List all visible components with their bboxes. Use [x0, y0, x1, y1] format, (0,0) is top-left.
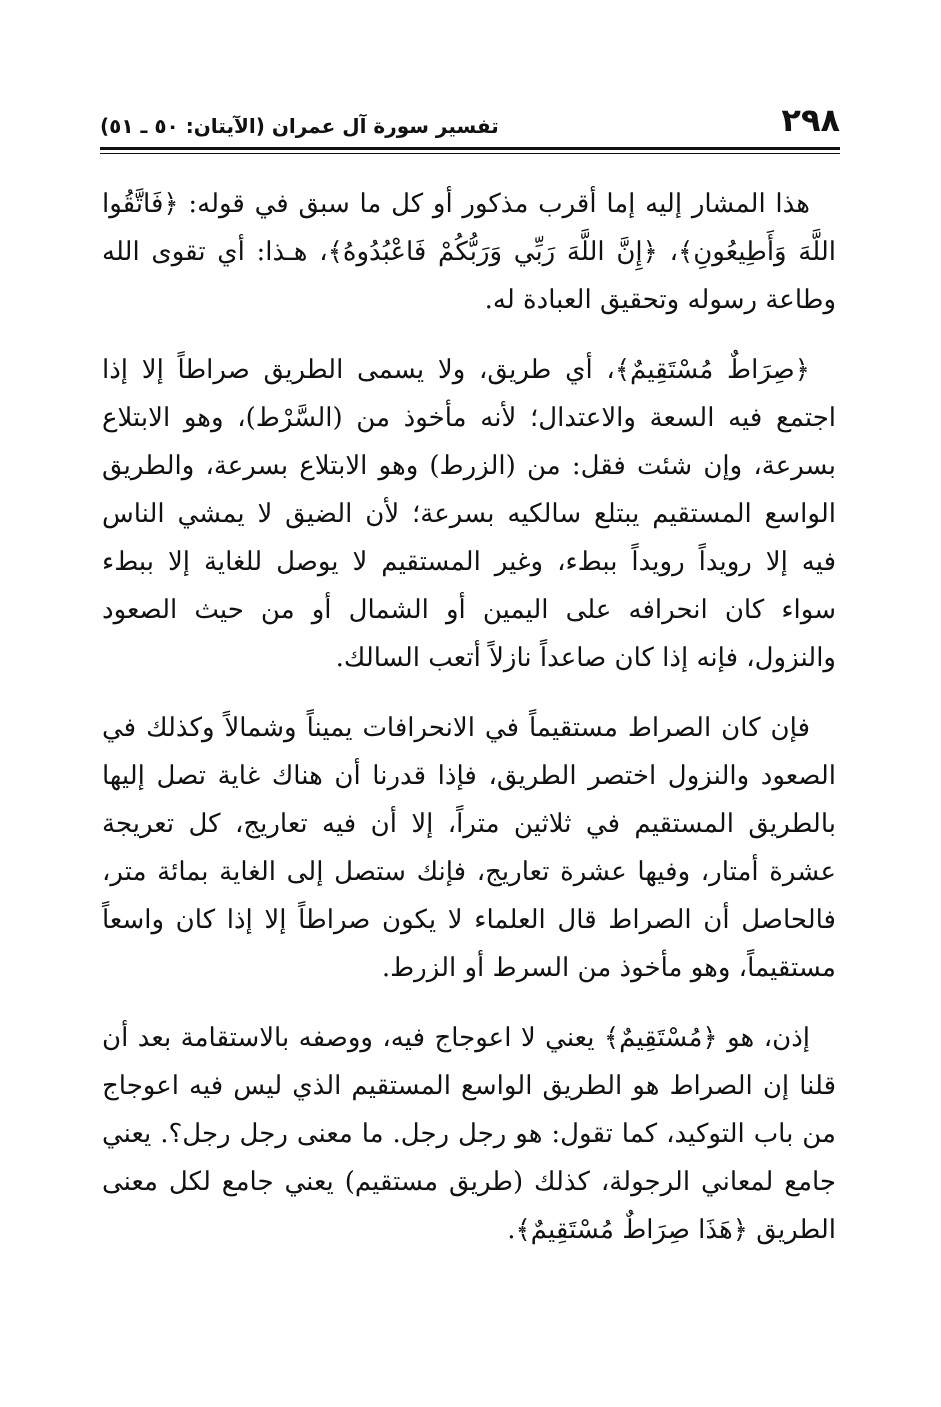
running-title: تفسير سورة آل عمران (الآيتان: ٥٠ ـ ٥١) [100, 114, 499, 138]
page-number: ٢٩٨ [781, 101, 840, 139]
header-rule-thin [100, 153, 840, 154]
paragraph-3: فإن كان الصراط مستقيماً في الانحرافات يميناً وشمالاً وكذلك في الصعود والنزول اختصر الطريق، فإذا قدرنا أن هناك غاية تصل إليها بالطريق المستقيم في ثلاثين متراً، إلا أن فيه تعاريج، كل تعريجة عشرة أمتار، وفيها عشرة تعاريج، فإنك ستصل إلى الغاية بمائة متر، فالحاصل أن الصراط قال العلماء لا يكون صراطاً إلا إذا كان واسعاً مستقيماً، وهو مأخوذ من السرط أو الزرط. [102, 713, 836, 983]
paragraph-4: إذن، هو ﴿مُسْتَقِيمٌ﴾ يعني لا اعوجاج فيه، ووصفه بالاستقامة بعد أن قلنا إن الصراط هو الطريق الواسع المستقيم الذي ليس فيه اعوجاج من باب التوكيد، كما تقول: هو رجل رجل. ما معنى رجل رجل؟. يعني جامع لمعاني الرجولة، كذلك (طريق مستقيم) يعني جامع لكل معنى الطريق ﴿هَذَا صِرَاطٌ مُسْتَقِيمٌ﴾. [102, 1023, 836, 1245]
header-rule-thick [100, 147, 840, 150]
paragraph-1: هذا المشار إليه إما أقرب مذكور أو كل ما سبق في قوله: ﴿فَاتَّقُوا اللَّهَ وَأَطِيعُونِ﴾، ﴿إِنَّ اللَّهَ رَبِّي وَرَبُّكُمْ فَاعْبُدُوهُ﴾، هـذا: أي تقوى الله وطاعة رسوله وتحقيق العبادة له. [102, 189, 836, 315]
paragraph-2: ﴿صِرَاطٌ مُسْتَقِيمٌ﴾، أي طريق، ولا يسمى الطريق صراطاً إلا إذا اجتمع فيه السعة والاعتدال؛ لأنه مأخوذ من (السَّرْط)، وهو الابتلاع بسرعة، وإن شئت فقل: من (الزرط) وهو الابتلاع بسرعة، والطريق الواسع المستقيم يبتلع سالكيه بسرعة؛ لأن الضيق لا يمشي الناس فيه إلا رويداً رويداً ببطء، وغير المستقيم لا يوصل للغاية إلا ببطء سواء كان انحرافه على اليمين أو الشمال أو من حيث الصعود والنزول، فإنه إذا كان صاعداً نازلاً أتعب السالك. [102, 355, 837, 673]
page-header [100, 100, 840, 150]
body-text [102, 180, 836, 1276]
